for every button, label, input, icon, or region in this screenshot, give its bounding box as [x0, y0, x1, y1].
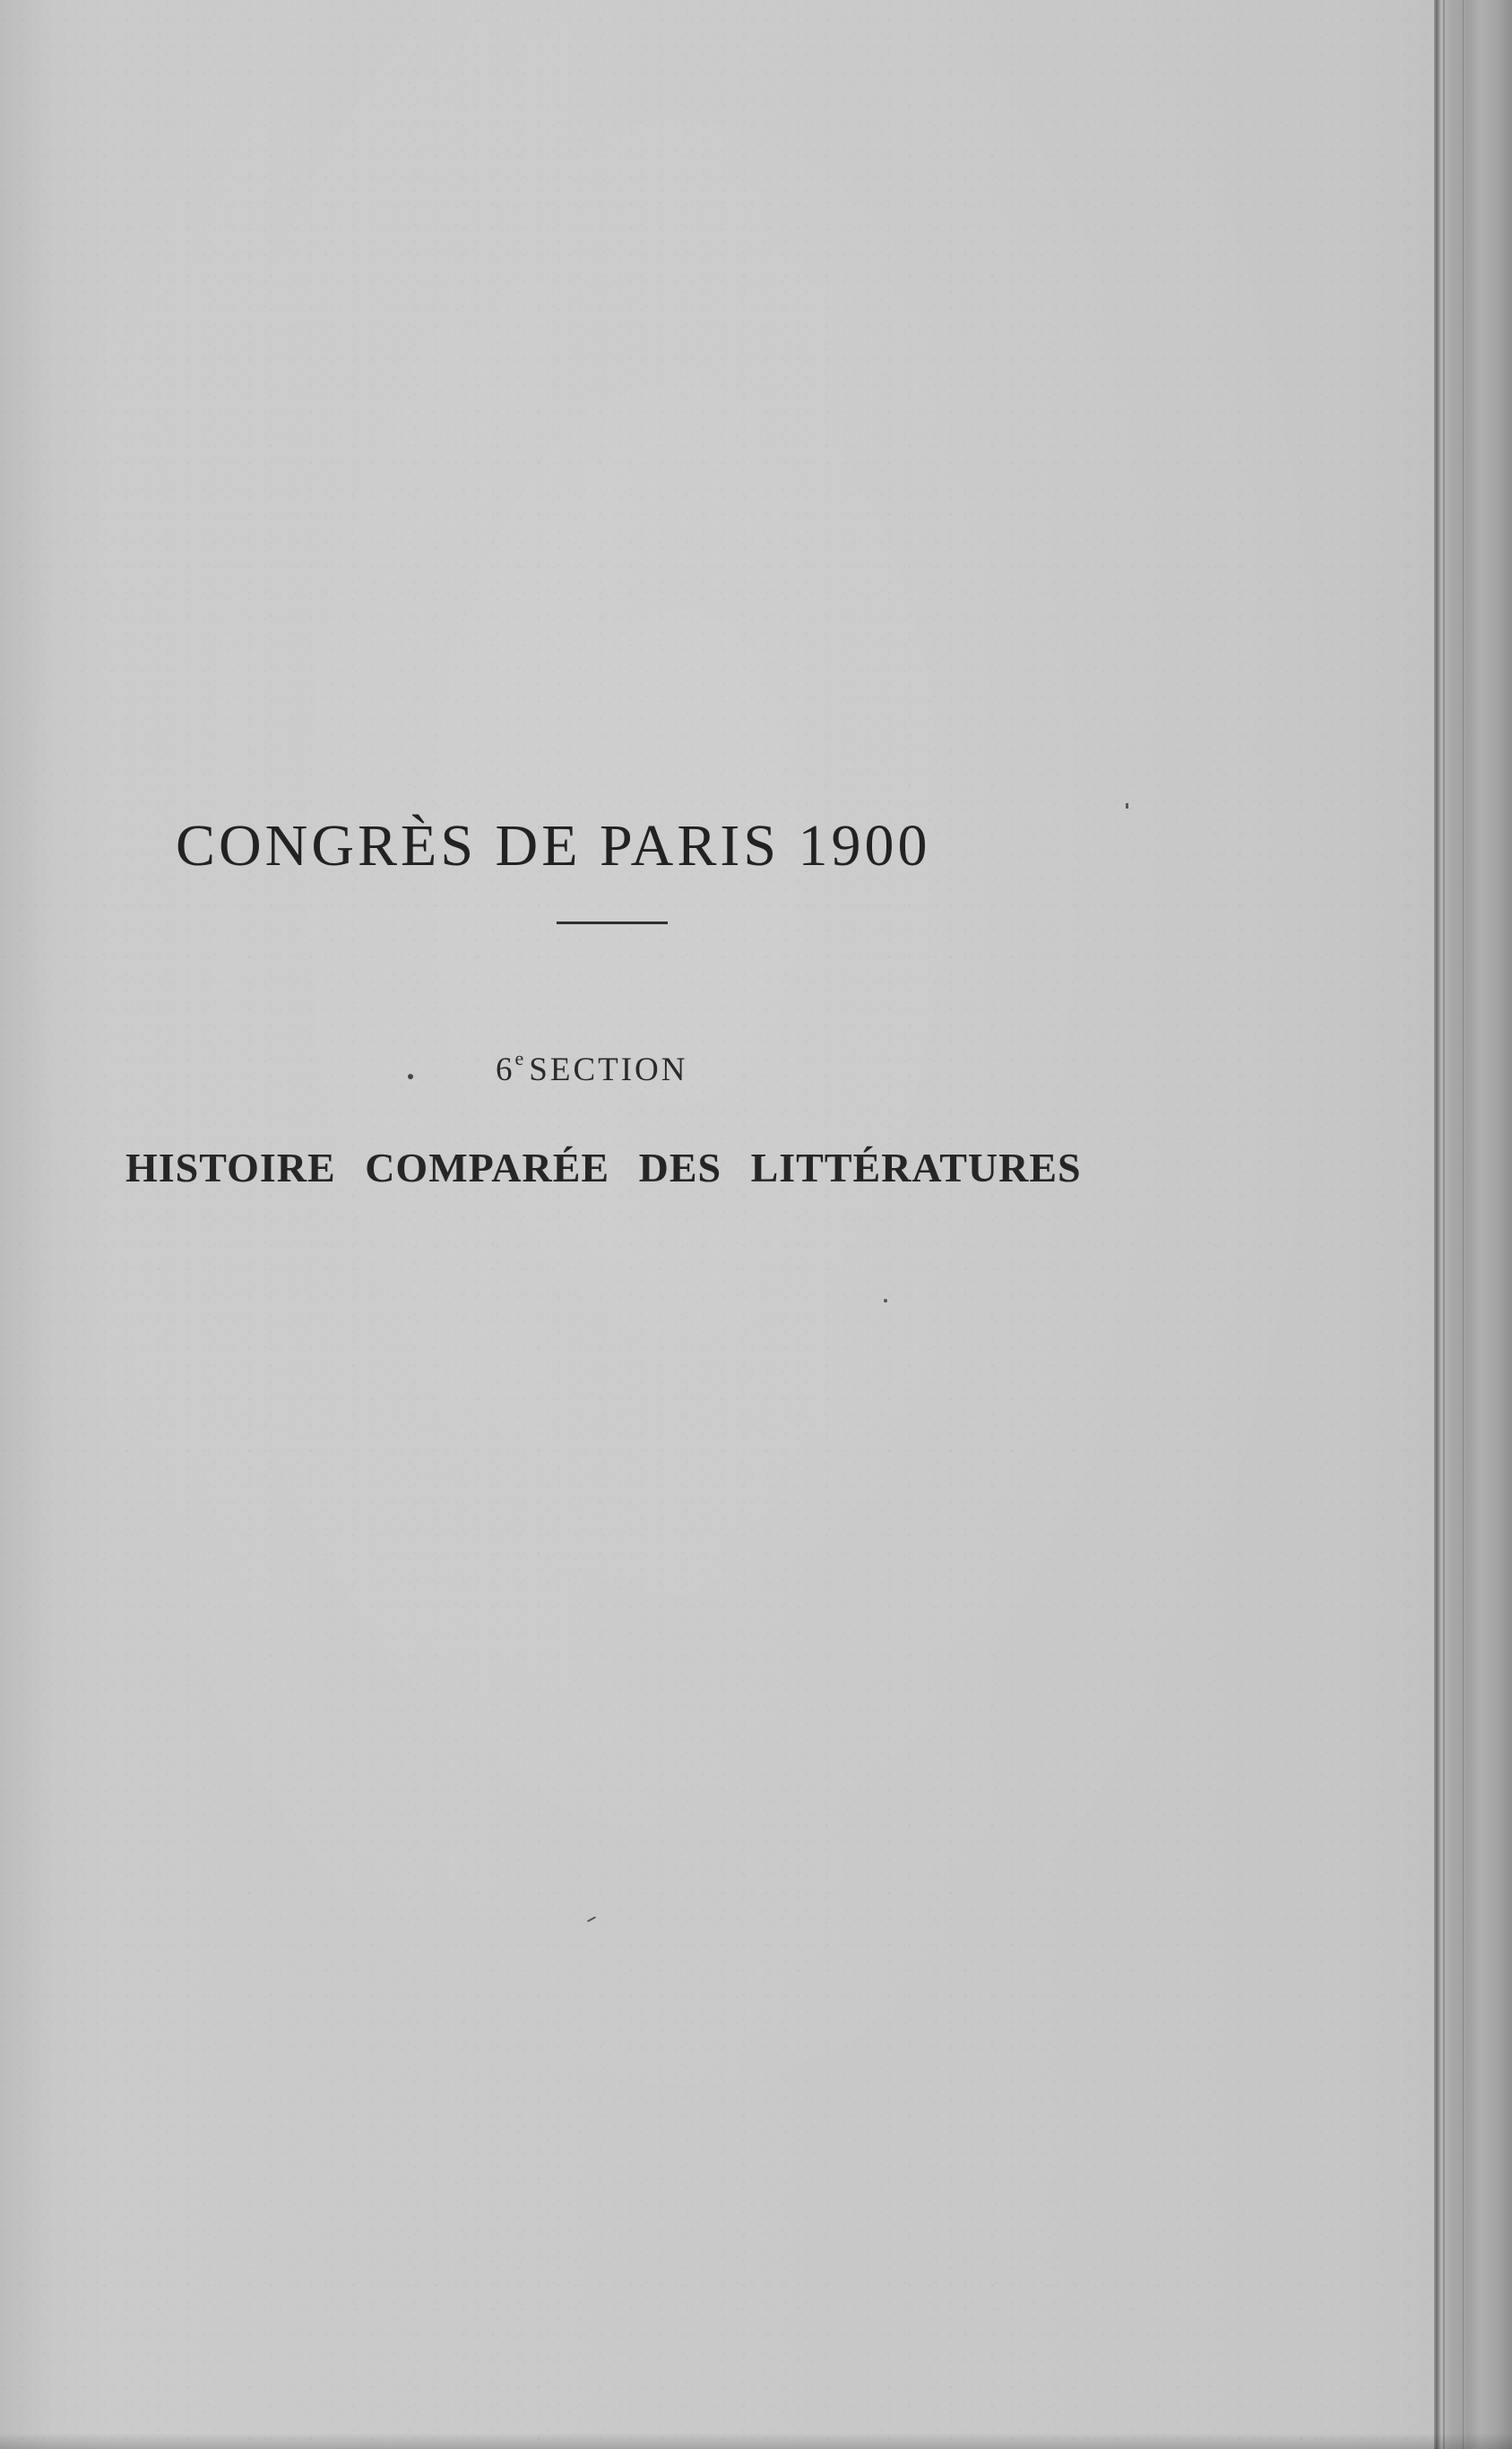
section-number-suffix: e: [514, 1047, 524, 1069]
section-number: 6: [496, 1051, 515, 1088]
ink-speck: [884, 1299, 887, 1302]
bottom-shadow: [0, 2433, 1512, 2449]
stray-dot: [408, 1074, 413, 1079]
page-title: CONGRÈS DE PARIS 1900: [176, 813, 931, 878]
page-edge: [1434, 0, 1512, 2449]
ink-speck: [1126, 803, 1128, 809]
ink-speck: [587, 1917, 596, 1922]
title-rule: [557, 922, 668, 924]
section-word: SECTION: [529, 1051, 688, 1088]
section-heading: [496, 1047, 688, 1089]
section-subtitle: HISTOIRE COMPARÉE DES LITTÉRATURES: [125, 1145, 1082, 1190]
